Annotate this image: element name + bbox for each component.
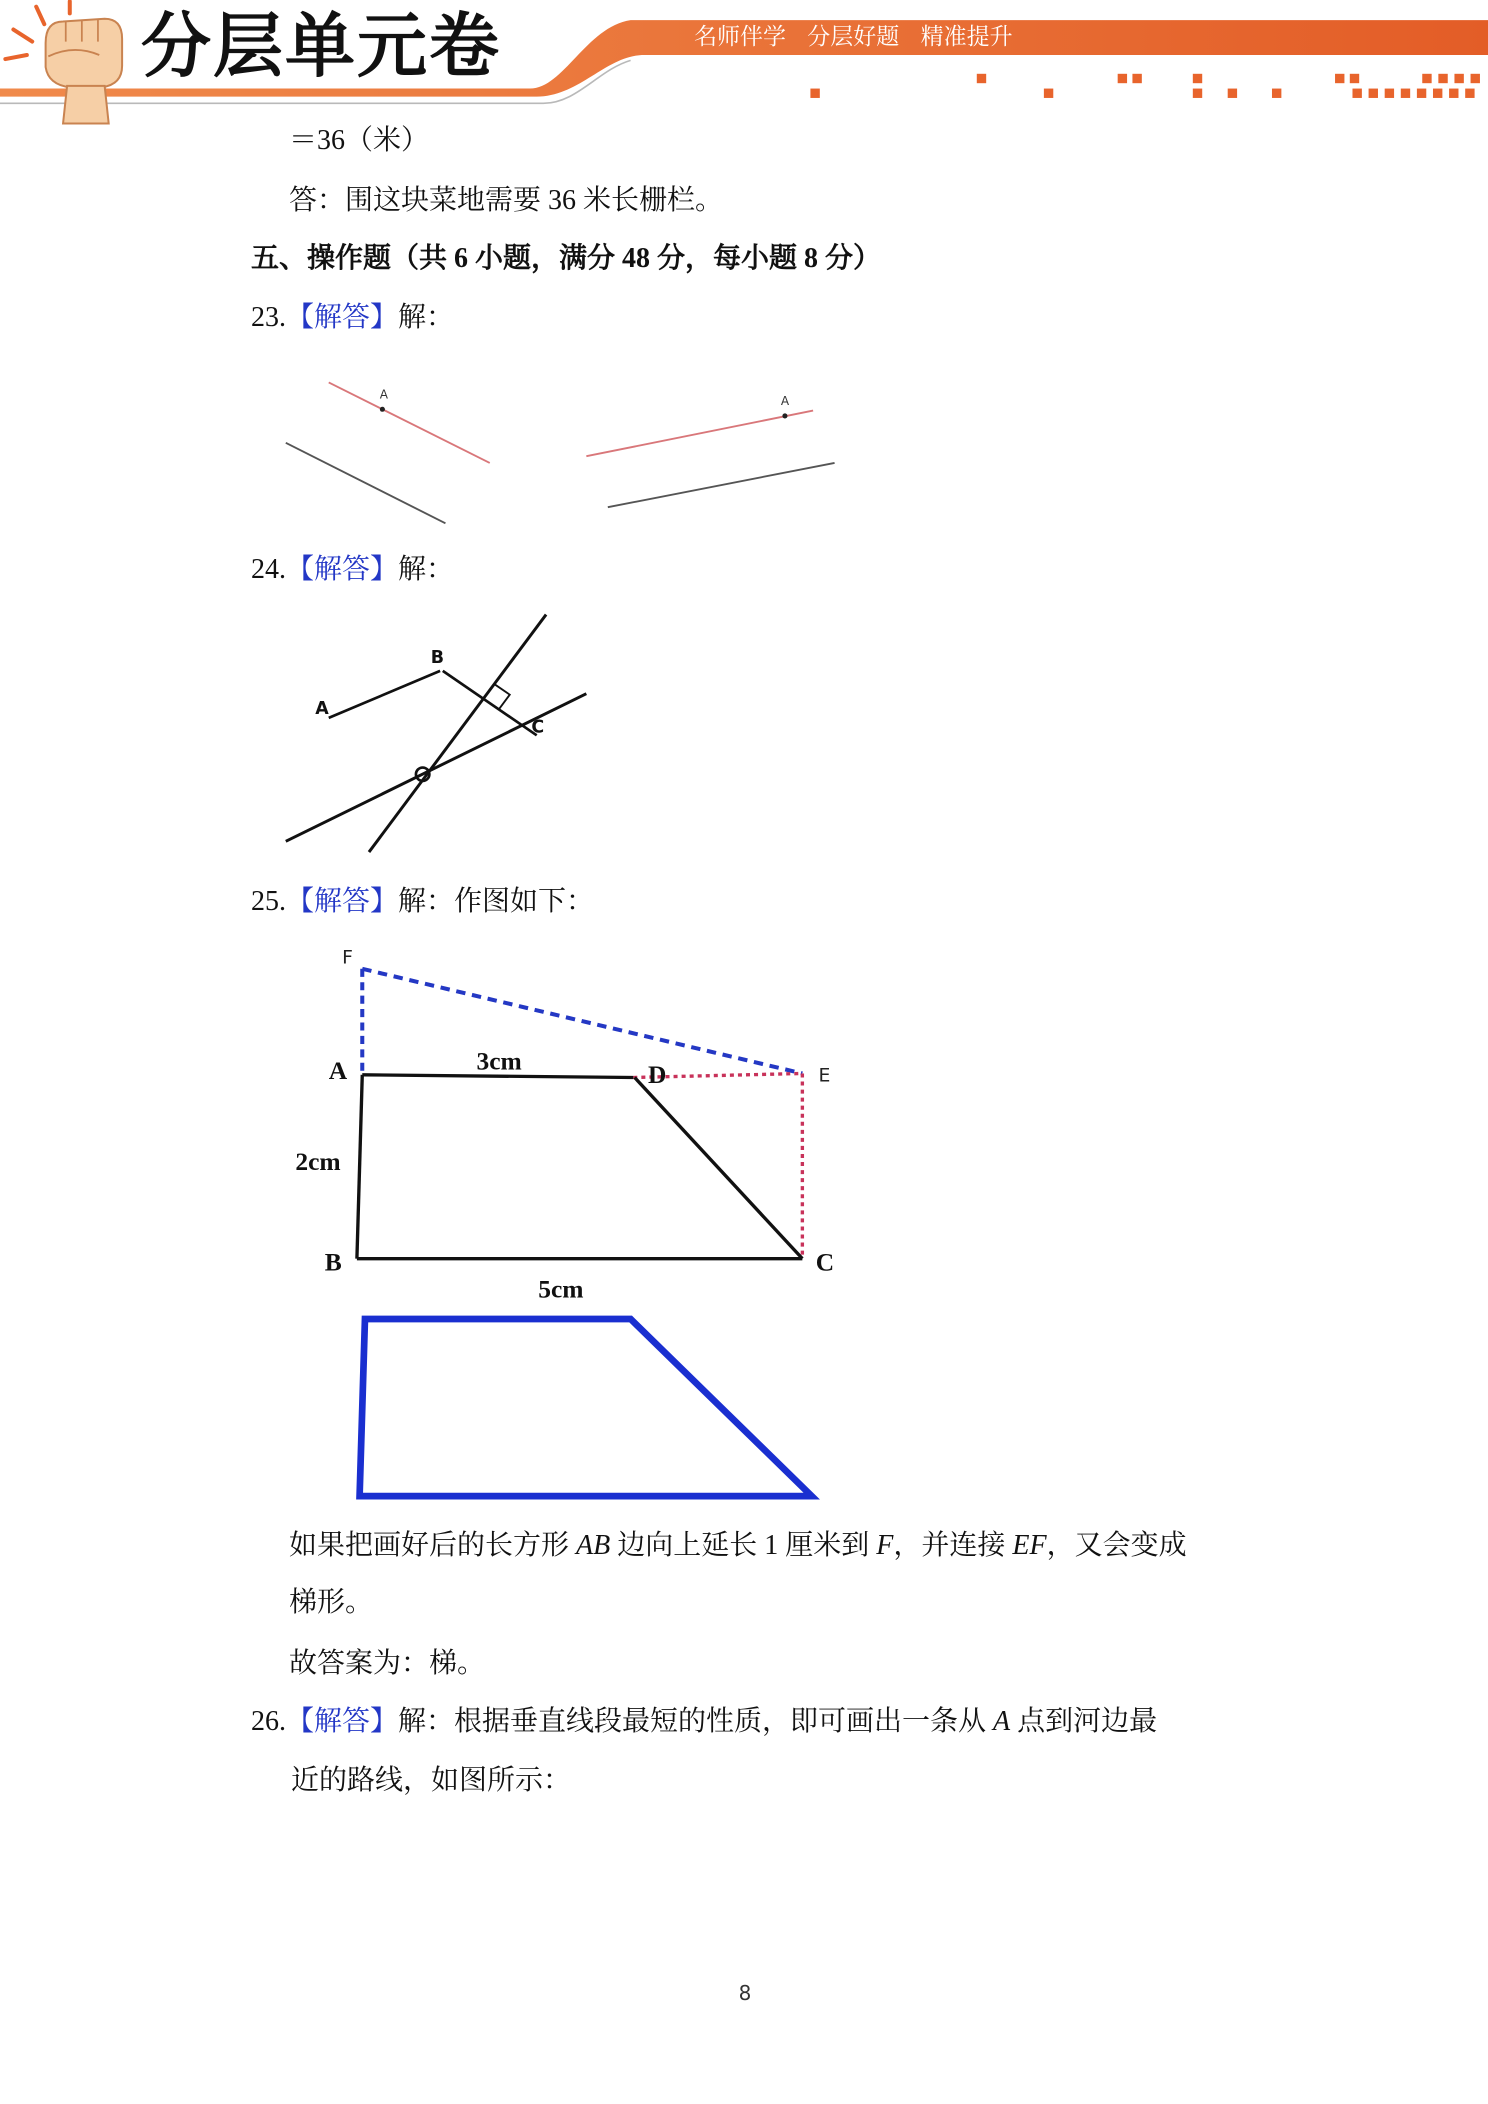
q24-heading bbox=[251, 552, 454, 588]
q23-right-parallel-line bbox=[586, 411, 813, 457]
decor-square bbox=[1044, 89, 1053, 98]
q23-number: 23. bbox=[251, 302, 286, 333]
q25-label-top-length: 3cm bbox=[476, 1046, 522, 1076]
decor-square bbox=[1118, 74, 1127, 83]
decor-square bbox=[1272, 89, 1281, 98]
q25-explanation-part: 如果把画好后的长方形 bbox=[289, 1530, 577, 1561]
q24-text: 解： bbox=[398, 554, 455, 585]
q23-solution-tag: 【解答】 bbox=[286, 302, 399, 333]
q24-label-c: C bbox=[531, 717, 545, 738]
q25-explanation-part: AB bbox=[576, 1530, 611, 1561]
q25-label-a: A bbox=[328, 1055, 348, 1085]
header-title: 分层单元卷 bbox=[141, 5, 501, 87]
q24-number: 24. bbox=[251, 554, 286, 585]
header-slogan: 名师伴学 分层好题 精准提升 bbox=[694, 24, 1013, 50]
decor-square bbox=[1350, 74, 1359, 83]
fist-ray bbox=[36, 7, 44, 24]
fist-wrist bbox=[63, 86, 109, 124]
page-number: 8 bbox=[738, 1981, 752, 2005]
q23-right-given-line bbox=[608, 463, 835, 507]
decor-square bbox=[810, 89, 819, 98]
q25-explanation bbox=[289, 1528, 1187, 1564]
q26-text-part: 点到河边最 bbox=[1010, 1706, 1158, 1737]
q25-number: 25. bbox=[251, 886, 286, 917]
q25-explanation-part: F bbox=[876, 1530, 894, 1561]
q23-right-point-label: A bbox=[780, 394, 790, 409]
q25-dashed-fe bbox=[362, 969, 802, 1074]
q23-left-point-label: A bbox=[379, 387, 388, 402]
q25-label-d: D bbox=[648, 1059, 667, 1089]
q25-heading bbox=[251, 884, 594, 920]
q23-right-point bbox=[782, 413, 787, 418]
q25-figure bbox=[295, 947, 834, 1496]
decor-square bbox=[977, 74, 986, 83]
decor-square bbox=[1465, 89, 1474, 98]
q24-figure bbox=[286, 615, 587, 853]
q26-text-part: A bbox=[993, 1706, 1011, 1737]
decor-square bbox=[1417, 89, 1426, 98]
decor-square bbox=[1193, 74, 1202, 83]
q23-text: 解： bbox=[398, 302, 455, 333]
q24-steep-line bbox=[369, 615, 546, 853]
decor-square bbox=[1352, 89, 1361, 98]
q25-side-dc bbox=[635, 1077, 803, 1258]
q24-segment-ab bbox=[329, 671, 440, 718]
q25-explanation-part: ，并连接 bbox=[893, 1530, 1013, 1561]
decor-square bbox=[1422, 74, 1431, 83]
fist-ray bbox=[13, 30, 32, 42]
decor-square bbox=[1433, 89, 1442, 98]
q23-heading bbox=[251, 300, 454, 336]
q25-conclusion: 故答案为：梯。 bbox=[289, 1648, 486, 1679]
q26-solution-tag: 【解答】 bbox=[286, 1706, 399, 1737]
decor-square bbox=[1193, 89, 1202, 98]
q25-explanation-continued: 梯形。 bbox=[289, 1587, 374, 1618]
decor-square bbox=[1449, 89, 1458, 98]
q25-label-b: B bbox=[324, 1247, 342, 1277]
q23-left-given-line bbox=[286, 443, 446, 524]
fist-icon bbox=[5, 1, 122, 123]
section-title: 五、操作题（共 6 小题，满分 48 分，每小题 8 分） bbox=[251, 243, 882, 274]
decor-square bbox=[1454, 74, 1463, 83]
q25-label-bottom-length: 5cm bbox=[538, 1274, 584, 1304]
q25-explanation-part: EF bbox=[1012, 1530, 1047, 1561]
q25-solution-tag: 【解答】 bbox=[286, 886, 399, 917]
fist-ray bbox=[5, 55, 26, 59]
q23-left-point bbox=[380, 407, 385, 412]
q25-text: 解：作图如下： bbox=[398, 886, 595, 917]
q25-explanation-part: 边向上延长 1 厘米到 bbox=[610, 1530, 877, 1561]
q26-heading bbox=[251, 1704, 1157, 1740]
q23-left-parallel-line bbox=[329, 382, 490, 463]
q25-label-left-length: 2cm bbox=[295, 1147, 341, 1177]
decor-square bbox=[1335, 74, 1344, 83]
q25-explanation-part: ，又会变成 bbox=[1046, 1530, 1187, 1561]
q26-text-continued: 近的路线，如图所示： bbox=[291, 1765, 572, 1796]
q23-figure bbox=[286, 382, 835, 523]
q24-label-a: A bbox=[315, 698, 329, 719]
q26-number: 26. bbox=[251, 1706, 286, 1737]
decor-square bbox=[1471, 74, 1480, 83]
decor-square bbox=[1401, 89, 1410, 98]
q25-label-f: F bbox=[342, 947, 353, 969]
decor-square bbox=[1438, 74, 1447, 83]
decor-square bbox=[1369, 89, 1378, 98]
decor-square bbox=[1385, 89, 1394, 98]
decor-squares bbox=[810, 74, 1480, 98]
q24-right-angle-mark bbox=[494, 684, 509, 710]
q26-text-part: 解：根据垂直线段最短的性质，即可画出一条从 bbox=[398, 1706, 994, 1737]
previous-calculation: ＝36（米） bbox=[289, 125, 430, 156]
decor-square bbox=[1132, 74, 1141, 83]
q25-side-ab bbox=[357, 1075, 362, 1259]
q25-label-c: C bbox=[815, 1247, 835, 1277]
previous-answer: 答：围这块菜地需要 36 米长栅栏。 bbox=[289, 185, 724, 216]
q25-result-trapezoid bbox=[360, 1319, 812, 1496]
decor-square bbox=[1228, 89, 1237, 98]
q24-solution-tag: 【解答】 bbox=[286, 554, 399, 585]
q25-label-e: E bbox=[818, 1065, 831, 1087]
q24-label-b: B bbox=[430, 647, 444, 668]
